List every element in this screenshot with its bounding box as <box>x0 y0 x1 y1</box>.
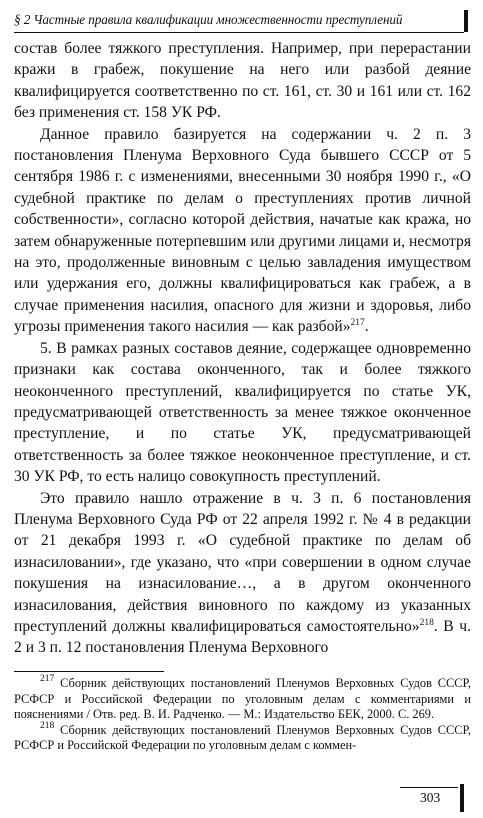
footnotes <box>14 676 471 754</box>
page-footer <box>0 784 483 814</box>
footnote-218 <box>14 720 471 754</box>
footnote-separator <box>14 671 164 672</box>
paragraph-4-end: . В ч. 2 и 3 п. 12 постановления Пленума Верховного <box>14 617 471 657</box>
footnote-ref-218[interactable]: 218 <box>419 617 434 628</box>
footer-rule <box>400 787 458 788</box>
paragraph-3: 5. В рамках разных составов деяние, содержащее одновременно признаки как состава оконченного, так и более тяжкого неоконченного преступлений, квалифицируется по статье УК, предусматривающей ответственность за менее тяжкое оконченное преступление, и по статье УК, предусматривающей ответственность за более тяжкое неоконченное преступление, и ст. 30 УК РФ, то есть налицо совокупность преступлений. <box>14 339 471 486</box>
footer-edge-bar <box>460 784 464 812</box>
page-number: 303 <box>420 790 441 805</box>
paragraph-1: состав более тяжкого преступления. Например, при перерастании кражи в грабеж, покушение на него или разбой деяние квалифицируется соответственно по ст. 161, ст. 30 и 161 или ст. 162 без применения ст. 158 УК РФ. <box>14 40 471 122</box>
paragraph-4 <box>14 488 471 659</box>
paragraph-2 <box>14 124 471 338</box>
paragraph-2-end: . <box>364 318 369 336</box>
footnote-217-text: Сборник действующих постановлений Пленумов Верховных Судов СССР, РСФСР и Российской Федерации по уголовным делам с комментариями и пояснениями / Отв. ред. В. И. Радченко. — М.: Издательство БЕК, 2000. С. 269. <box>14 676 471 722</box>
running-header <box>14 8 464 33</box>
paragraph-4-text: Это правило нашло отражение в ч. 3 п. 6 постановления Пленума Верховного Суда РФ от 22 апреля 1992 г. № 4 в редакции от 21 декабря 1993 г. «О судебной практике по делам об изнасиловании», где указано, что «при совершении в одном случае покушения на изнасилование…, а в другом оконченного изнасилования, действия виновного по каждому из указанных преступлений должны квалифицироваться самостоятельно» <box>14 489 471 635</box>
footnote-218-number: 218 <box>40 720 55 731</box>
footnote-218-text: Сборник действующих постановлений Пленумов Верховных Судов СССР, РСФСР и Российской Федерации по уголовным делам с коммен- <box>14 722 471 753</box>
footnote-217-number: 217 <box>40 674 55 684</box>
paragraph-2-text: Данное правило базируется на содержании ч. 2 п. 3 постановления Пленума Верховного Суда бывшего СССР от 5 сентября 1986 г. с изменениями, внесенными 30 ноября 1990 г., «О судебной практике по делам о преступлениях против личной собственности», согласно которой действия, начатые как кража, но затем обнаруженные потерпевшим или другими лицами и, несмотря на это, продолженные виновным с целью завладения имуществом или удержания его, должны квалифицироваться как грабеж, а в случае применения насилия, опасного для жизни и здоровья, либо угрозы применения такого насилия — как разбой» <box>14 125 471 336</box>
header-edge-bar <box>464 10 468 32</box>
main-text <box>14 38 471 659</box>
footnote-ref-217[interactable]: 217 <box>350 318 365 329</box>
footnote-217 <box>14 676 471 723</box>
section-title: § 2 Частные правила квалификации множественности преступлений <box>14 12 403 27</box>
